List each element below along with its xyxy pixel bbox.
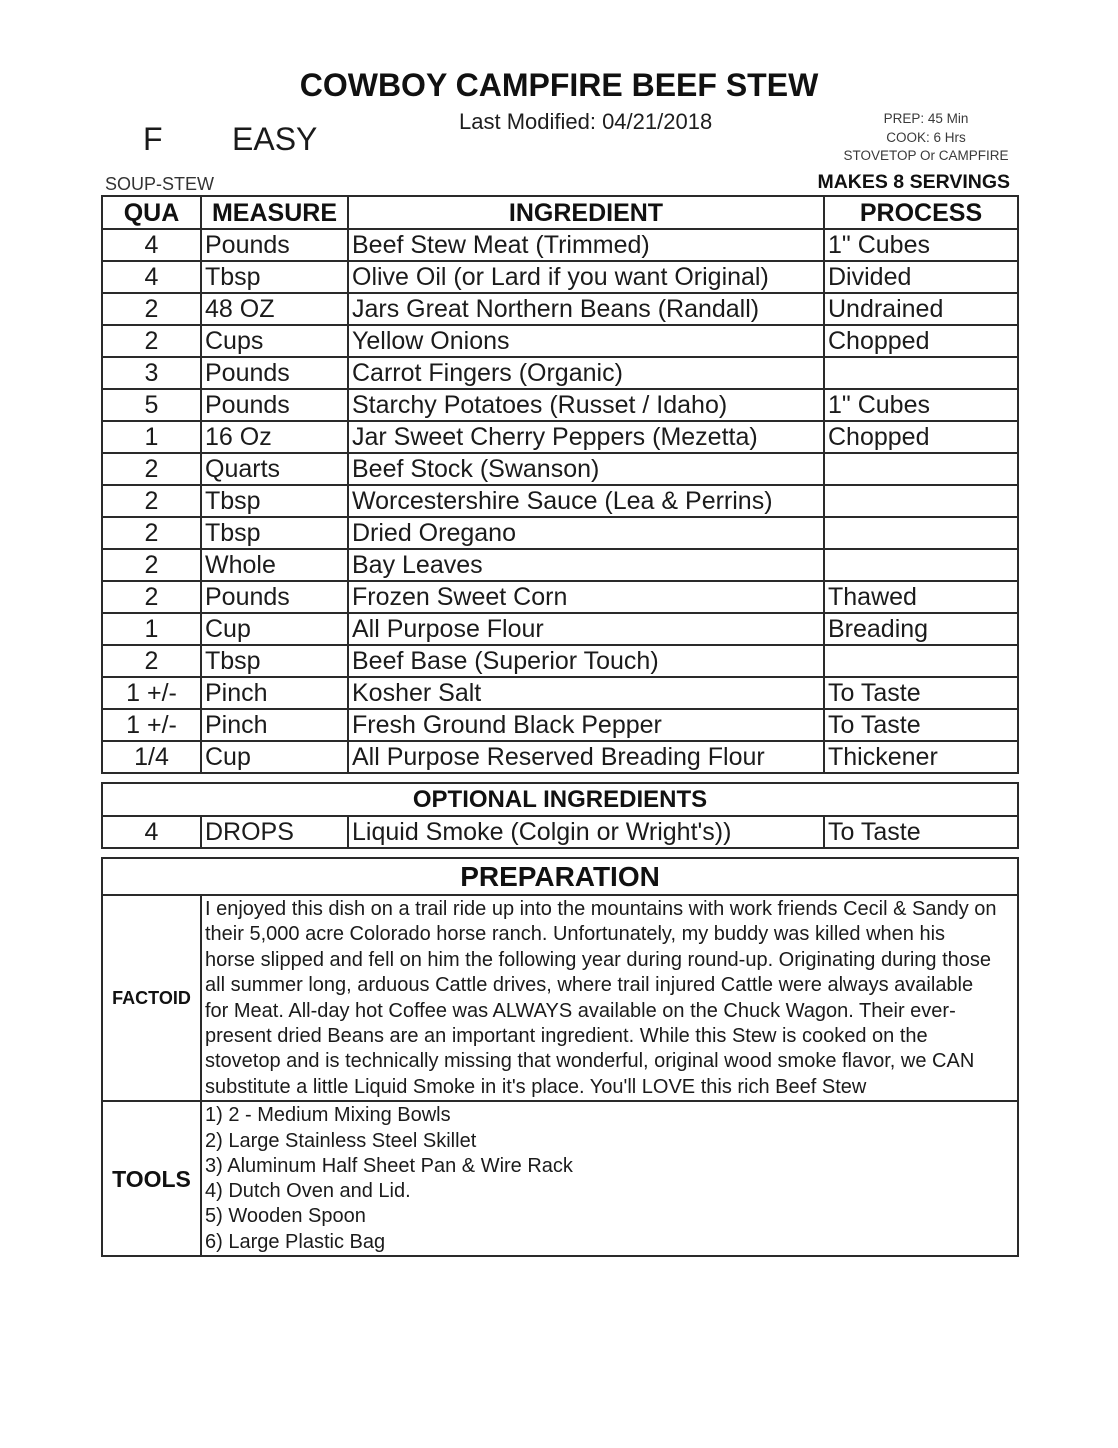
ingredients-body xyxy=(102,229,1018,773)
factoid-line: their 5,000 acre Colorado horse ranch. Unfortunately, my buddy was killed when his xyxy=(205,923,946,946)
ingredient-row xyxy=(102,453,1018,485)
measure-cell: Pinch xyxy=(201,709,348,741)
factoid-row xyxy=(102,895,1018,1101)
ingredient-row xyxy=(102,357,1018,389)
process-cell: Chopped xyxy=(824,325,1018,357)
factoid-line: I enjoyed this dish on a trail ride up into the mountains with work friends Cecil & Sandy on xyxy=(205,898,997,920)
ingredient-cell: Beef Base (Superior Touch) xyxy=(348,645,824,677)
ingredient-cell: Carrot Fingers (Organic) xyxy=(348,357,824,389)
ingredient-cell: Worcestershire Sauce (Lea & Perrins) xyxy=(348,485,824,517)
measure-cell: Cup xyxy=(201,741,348,773)
measure-cell: DROPS xyxy=(201,816,348,848)
ingredient-row xyxy=(102,517,1018,549)
measure-cell: Pounds xyxy=(201,389,348,421)
tool-item: 1) 2 - Medium Mixing Bowls xyxy=(205,1104,451,1127)
difficulty-label: EASY xyxy=(232,121,318,157)
ingredient-row xyxy=(102,677,1018,709)
ingredient-cell: Frozen Sweet Corn xyxy=(348,581,824,613)
column-header-ingredient: INGREDIENT xyxy=(348,196,824,229)
ingredient-row xyxy=(102,613,1018,645)
measure-cell: Cups xyxy=(201,325,348,357)
ingredient-cell: Yellow Onions xyxy=(348,325,824,357)
process-cell xyxy=(824,485,1018,517)
tool-item: 2) Large Stainless Steel Skillet xyxy=(205,1129,477,1152)
process-cell: To Taste xyxy=(824,816,1018,848)
process-cell xyxy=(824,453,1018,485)
measure-cell: Pounds xyxy=(201,357,348,389)
measure-cell: Tbsp xyxy=(201,517,348,549)
ingredient-cell: All Purpose Reserved Breading Flour xyxy=(348,741,824,773)
process-cell: Undrained xyxy=(824,293,1018,325)
process-cell xyxy=(824,517,1018,549)
measure-cell: Tbsp xyxy=(201,645,348,677)
process-cell: Divided xyxy=(824,261,1018,293)
ingredient-cell: Jar Sweet Cherry Peppers (Mezetta) xyxy=(348,421,824,453)
ingredient-row xyxy=(102,293,1018,325)
optional-ingredient-row xyxy=(102,816,1018,848)
tool-item: 3) Aluminum Half Sheet Pan & Wire Rack xyxy=(205,1154,573,1177)
ingredient-row xyxy=(102,581,1018,613)
tools-list xyxy=(201,1101,1018,1256)
tools-row xyxy=(102,1101,1018,1256)
measure-cell: Pounds xyxy=(201,229,348,261)
ingredient-row xyxy=(102,229,1018,261)
recipe-title: COWBOY CAMPFIRE BEEF STEW xyxy=(299,67,819,103)
process-cell: 1" Cubes xyxy=(824,229,1018,261)
process-cell xyxy=(824,549,1018,581)
servings-label: MAKES 8 SERVINGS xyxy=(817,171,1010,193)
qua-cell: 2 xyxy=(102,517,201,549)
ingredient-cell: Liquid Smoke (Colgin or Wright's)) xyxy=(348,816,824,848)
qua-cell: 1 xyxy=(102,613,201,645)
time-info xyxy=(826,110,1026,166)
qua-cell: 1 +/- xyxy=(102,677,201,709)
qua-cell: 5 xyxy=(102,389,201,421)
factoid-line: present dried Beans are an important ingredient. While this Stew is cooked on the xyxy=(205,1025,928,1048)
process-cell: To Taste xyxy=(824,709,1018,741)
column-header-process: PROCESS xyxy=(824,196,1018,229)
measure-cell: 48 OZ xyxy=(201,293,348,325)
optional-body xyxy=(102,816,1018,848)
prep-time: PREP: 45 Min xyxy=(883,111,969,126)
tool-item: 6) Large Plastic Bag xyxy=(205,1230,386,1253)
cook-time: COOK: 6 Hrs xyxy=(886,129,966,145)
qua-cell: 2 xyxy=(102,645,201,677)
qua-cell: 1/4 xyxy=(102,741,201,773)
ingredient-cell: All Purpose Flour xyxy=(348,613,824,645)
factoid-line: substitute a little Liquid Smoke in it's place. You'll LOVE this rich Beef Stew xyxy=(205,1075,867,1098)
ingredient-row xyxy=(102,325,1018,357)
preparation-heading-row xyxy=(102,858,1018,895)
factoid-line: for Meat. All-day hot Coffee was ALWAYS available on the Chuck Wagon. Their ever- xyxy=(205,999,956,1022)
measure-cell: Pounds xyxy=(201,581,348,613)
ingredient-cell: Beef Stew Meat (Trimmed) xyxy=(348,229,824,261)
column-header-measure: MEASURE xyxy=(201,196,348,229)
qua-cell: 4 xyxy=(102,229,201,261)
factoid-line: horse slipped and fell on him the following year during round-up. Originating during those xyxy=(205,948,992,971)
qua-cell: 4 xyxy=(102,261,201,293)
optional-heading-row xyxy=(102,783,1018,816)
measure-cell: Pinch xyxy=(201,677,348,709)
ingredient-cell: Dried Oregano xyxy=(348,517,824,549)
qua-cell: 3 xyxy=(102,357,201,389)
tool-item: 5) Wooden Spoon xyxy=(205,1205,366,1228)
optional-ingredients-table xyxy=(101,782,1019,849)
measure-cell: Whole xyxy=(201,549,348,581)
ingredient-row xyxy=(102,549,1018,581)
qua-cell: 1 +/- xyxy=(102,709,201,741)
ingredient-cell: Starchy Potatoes (Russet / Idaho) xyxy=(348,389,824,421)
ingredient-cell: Beef Stock (Swanson) xyxy=(348,453,824,485)
measure-cell: Cup xyxy=(201,613,348,645)
measure-cell: 16 Oz xyxy=(201,421,348,453)
process-cell: Breading xyxy=(824,613,1018,645)
qua-cell: 2 xyxy=(102,549,201,581)
qua-cell: 2 xyxy=(102,293,201,325)
ingredient-cell: Fresh Ground Black Pepper xyxy=(348,709,824,741)
column-header-qua: QUA xyxy=(102,196,201,229)
measure-cell: Tbsp xyxy=(201,485,348,517)
last-modified-date: Last Modified: 04/21/2018 xyxy=(459,109,713,134)
process-cell: Chopped xyxy=(824,421,1018,453)
ingredient-row xyxy=(102,389,1018,421)
process-cell: 1" Cubes xyxy=(824,389,1018,421)
qua-cell: 2 xyxy=(102,453,201,485)
measure-cell: Quarts xyxy=(201,453,348,485)
category-code: F xyxy=(143,121,163,157)
preparation-table xyxy=(101,857,1019,1257)
factoid-label: FACTOID xyxy=(102,895,201,1101)
optional-ingredients-heading: OPTIONAL INGREDIENTS xyxy=(102,783,1018,816)
process-cell xyxy=(824,645,1018,677)
tool-item: 4) Dutch Oven and Lid. xyxy=(205,1180,411,1203)
ingredients-header-row xyxy=(102,196,1018,229)
recipe-category: SOUP-STEW xyxy=(105,174,215,194)
qua-cell: 1 xyxy=(102,421,201,453)
process-cell: Thickener xyxy=(824,741,1018,773)
process-cell: Thawed xyxy=(824,581,1018,613)
tools-label: TOOLS xyxy=(102,1101,201,1256)
ingredient-row xyxy=(102,741,1018,773)
qua-cell: 4 xyxy=(102,816,201,848)
process-cell xyxy=(824,357,1018,389)
process-cell: To Taste xyxy=(824,677,1018,709)
ingredient-row xyxy=(102,261,1018,293)
factoid-line: stovetop and is technically missing that wonderful, original wood smoke flavor, we CAN xyxy=(205,1050,975,1073)
factoid-line: all summer long, arduous Cattle drives, where trail injured Cattle were always available xyxy=(205,974,974,997)
ingredient-cell: Kosher Salt xyxy=(348,677,824,709)
cooking-method: STOVETOP Or CAMPFIRE xyxy=(843,148,1009,163)
ingredient-row xyxy=(102,645,1018,677)
qua-cell: 2 xyxy=(102,485,201,517)
qua-cell: 2 xyxy=(102,325,201,357)
ingredient-cell: Bay Leaves xyxy=(348,549,824,581)
ingredient-row xyxy=(102,709,1018,741)
ingredients-table xyxy=(101,195,1019,774)
qua-cell: 2 xyxy=(102,581,201,613)
ingredient-cell: Olive Oil (or Lard if you want Original) xyxy=(348,261,824,293)
ingredient-row xyxy=(102,421,1018,453)
ingredient-cell: Jars Great Northern Beans (Randall) xyxy=(348,293,824,325)
factoid-text xyxy=(201,895,1018,1101)
measure-cell: Tbsp xyxy=(201,261,348,293)
ingredient-row xyxy=(102,485,1018,517)
preparation-heading: PREPARATION xyxy=(102,858,1018,895)
